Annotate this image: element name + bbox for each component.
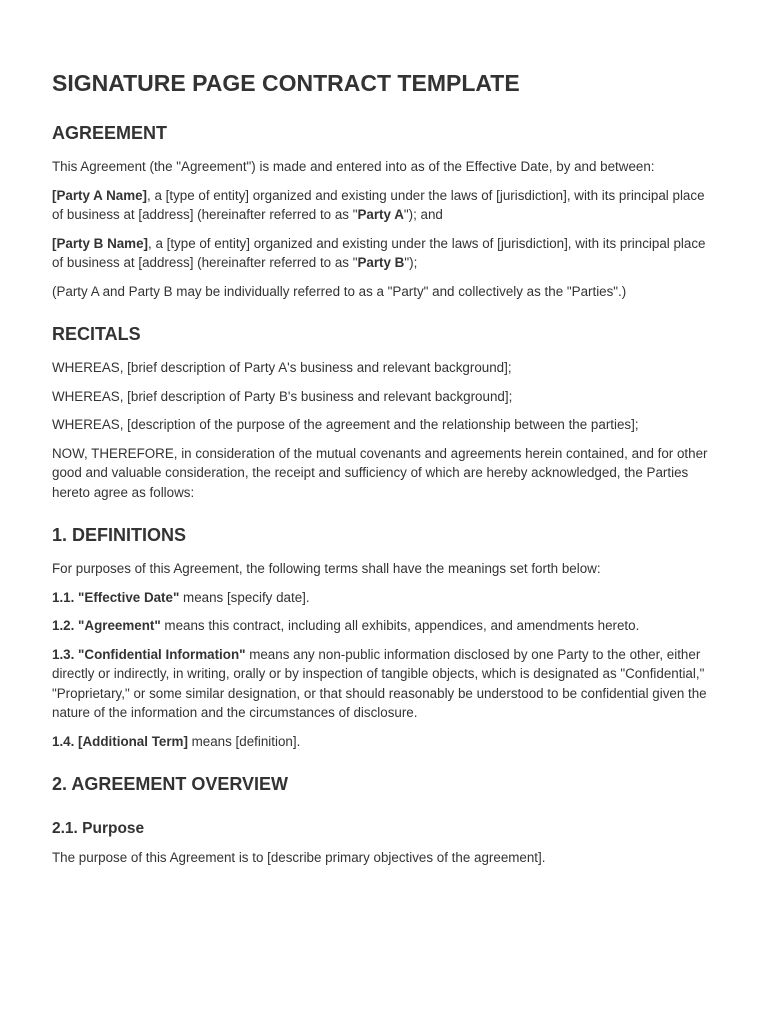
recital-item: WHEREAS, [description of the purpose of the agreement and the relationship between the parties]; xyxy=(52,417,639,432)
definition-item xyxy=(52,645,718,723)
party-b-paragraph xyxy=(52,234,718,273)
document-title: SIGNATURE PAGE CONTRACT TEMPLATE xyxy=(52,70,520,96)
recitals-heading: RECITALS xyxy=(52,324,141,344)
party-b-name: [Party B Name] xyxy=(52,235,148,251)
recital-item: WHEREAS, [brief description of Party B's business and relevant background]; xyxy=(52,388,513,404)
definition-text: means [definition]. xyxy=(187,733,301,749)
definition-term: 1.4. [Additional Term] xyxy=(52,733,188,749)
definition-text: means any non-public information disclosed by one Party to the other, either directly or indirectly, in writing, orally or by inspection of tangible objects, which is designated as "Confidential," "Proprietary," or some similar designation, or that should reasonably be understood to be confidential given the nature of the information and the circumstances of disclosure. xyxy=(52,646,707,720)
party-a-name: [Party A Name] xyxy=(52,187,148,203)
definitions-section xyxy=(52,525,718,751)
party-a-text-1: , a [type of entity] organized and existing under the laws of [jurisdiction], with its principal place of business at [address] (hereinafter referred to as " xyxy=(52,187,705,222)
parties-note: (Party A and Party B may be individually referred to as a "Party" and collectively as the "Parties".) xyxy=(52,283,627,299)
recital-item: WHEREAS, [brief description of Party A's business and relevant background]; xyxy=(52,360,512,375)
definition-text: means [specify date]. xyxy=(179,589,310,605)
purpose-text: The purpose of this Agreement is to [describe primary objectives of the agreement]. xyxy=(52,850,546,865)
definition-term: 1.1. "Effective Date" xyxy=(52,589,180,605)
overview-heading: 2. AGREEMENT OVERVIEW xyxy=(52,774,289,794)
party-a-text-2: "); and xyxy=(403,207,443,222)
agreement-intro: This Agreement (the "Agreement") is made and entered into as of the Effective Date, by and between: xyxy=(52,159,655,174)
party-a-short: Party A xyxy=(357,207,404,222)
party-b-short: Party B xyxy=(357,255,405,270)
purpose-heading: 2.1. Purpose xyxy=(52,820,145,837)
definition-item xyxy=(52,616,718,636)
definition-item xyxy=(52,588,718,608)
definition-term: 1.3. "Confidential Information" xyxy=(52,646,246,662)
overview-section xyxy=(52,774,718,868)
definition-item xyxy=(52,732,718,752)
definition-text: means this contract, including all exhibits, appendices, and amendments hereto. xyxy=(160,618,640,633)
agreement-heading: AGREEMENT xyxy=(52,123,168,143)
definitions-intro: For purposes of this Agreement, the following terms shall have the meanings set forth below: xyxy=(52,561,601,576)
recitals-section xyxy=(52,324,718,502)
agreement-section xyxy=(52,123,718,301)
definition-term: 1.2. "Agreement" xyxy=(52,618,161,633)
party-b-text-2: "); xyxy=(404,255,418,270)
definitions-heading: 1. DEFINITIONS xyxy=(52,525,187,545)
party-b-text-1: , a [type of entity] organized and existing under the laws of [jurisdiction], with its principal place of business at [address] (hereinafter referred to as " xyxy=(52,235,706,270)
party-a-paragraph xyxy=(52,186,718,225)
recital-conclusion: NOW, THEREFORE, in consideration of the mutual covenants and agreements herein contained, and for other good and valuable consideration, the receipt and sufficiency of which are hereby acknowledged, the Parties hereto agree as follows: xyxy=(52,445,708,500)
